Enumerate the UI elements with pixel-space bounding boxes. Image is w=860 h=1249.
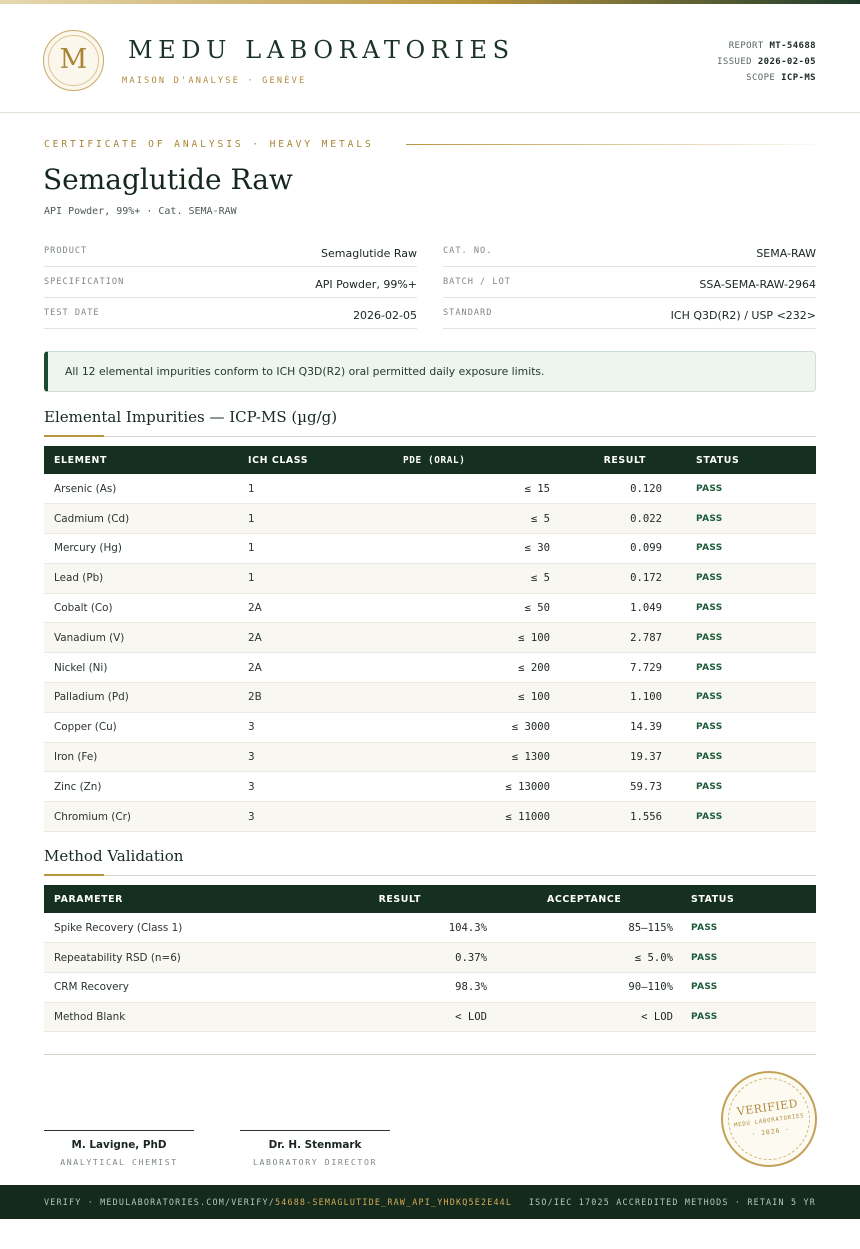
cell-result: 1.049 [560, 593, 686, 623]
cell-val-result: < LOD [311, 1002, 495, 1032]
spec-row-standard [443, 298, 816, 329]
spec-key: BATCH / LOT [443, 277, 511, 287]
cell-ich-class: 2A [238, 653, 365, 683]
issued-date: 2026-02-05 [757, 57, 816, 67]
status-badge: PASS [686, 474, 816, 504]
status-badge: PASS [686, 772, 816, 802]
impurity-row [44, 504, 816, 534]
cell-acceptance: < LOD [495, 1002, 681, 1032]
cell-element: Iron (Fe) [44, 742, 238, 772]
cell-element: Palladium (Pd) [44, 683, 238, 713]
cell-result: 0.022 [560, 504, 686, 534]
col-element: ELEMENT [54, 454, 107, 466]
status-badge: PASS [681, 913, 816, 943]
status-badge: PASS [686, 593, 816, 623]
conformance-text: All 12 elemental impurities conform to ICH Q3D(R2) oral permitted daily exposure limits. [65, 365, 545, 378]
accreditation-note: ISO/IEC 17025 ACCREDITED METHODS · RETAIN 5 YR [528, 1197, 816, 1207]
spec-row-specification [44, 267, 417, 298]
impurity-row [44, 593, 816, 623]
impurities-header-row [44, 446, 816, 474]
signatory-name: Dr. H. Stenmark [268, 1139, 362, 1151]
product-subtitle: API Powder, 99%+ · Cat. SEMA-RAW [44, 206, 237, 217]
cell-acceptance: 85–115% [495, 913, 681, 943]
impurity-row [44, 802, 816, 832]
status-badge: PASS [686, 504, 816, 534]
col-parameter: PARAMETER [54, 893, 123, 905]
status-badge: PASS [686, 712, 816, 742]
cell-pde: ≤ 50 [365, 593, 560, 623]
cell-pde: ≤ 15 [365, 474, 560, 504]
cell-pde: ≤ 1300 [365, 742, 560, 772]
cell-ich-class: 3 [238, 742, 365, 772]
lab-tagline: MAISON D'ANALYSE · GENÈVE [122, 76, 307, 86]
signature-block-analyst [44, 1130, 194, 1167]
cell-parameter: Spike Recovery (Class 1) [44, 913, 311, 943]
impurity-row [44, 563, 816, 593]
cell-pde: ≤ 5 [365, 504, 560, 534]
cell-parameter: Repeatability RSD (n=6) [44, 943, 311, 973]
cell-result: 1.100 [560, 683, 686, 713]
status-badge: PASS [681, 943, 816, 973]
cell-element: Nickel (Ni) [44, 653, 238, 683]
validation-header-row [44, 885, 816, 913]
product-title: Semaglutide Raw [43, 163, 293, 196]
spec-row-product [44, 236, 417, 267]
cell-ich-class: 1 [238, 534, 365, 564]
scope-value: ICP-MS [781, 73, 816, 83]
cell-pde: ≤ 100 [365, 683, 560, 713]
cell-pde: ≤ 13000 [365, 772, 560, 802]
signatory-name: M. Lavigne, PhD [71, 1139, 167, 1151]
cell-pde: ≤ 100 [365, 623, 560, 653]
cell-element: Lead (Pb) [44, 563, 238, 593]
cell-ich-class: 1 [238, 563, 365, 593]
cell-pde: ≤ 30 [365, 534, 560, 564]
spec-value: Semaglutide Raw [321, 247, 417, 260]
cell-result: 2.787 [560, 623, 686, 653]
col-ich-class: ICH CLASS [248, 454, 309, 466]
cell-parameter: CRM Recovery [44, 972, 311, 1002]
cell-result: 14.39 [560, 712, 686, 742]
impurity-row [44, 623, 816, 653]
cell-pde: ≤ 5 [365, 563, 560, 593]
cell-pde: ≤ 11000 [365, 802, 560, 832]
signatory-role: LABORATORY DIRECTOR [252, 1157, 378, 1167]
verify-link[interactable]: 54688-SEMAGLUTIDE_RAW_API_YHDKQ5E2E44L [274, 1197, 513, 1207]
cell-parameter: Method Blank [44, 1002, 311, 1032]
cell-element: Mercury (Hg) [44, 534, 238, 564]
spec-grid-right [443, 236, 816, 329]
spec-key: PRODUCT [44, 246, 88, 256]
status-badge: PASS [681, 1002, 816, 1032]
cell-ich-class: 2A [238, 623, 365, 653]
impurity-row [44, 534, 816, 564]
col-status: STATUS [696, 454, 740, 466]
cell-ich-class: 2B [238, 683, 365, 713]
cell-element: Vanadium (V) [44, 623, 238, 653]
status-badge: PASS [686, 623, 816, 653]
signature-block-director [240, 1130, 390, 1167]
verify-line [44, 1197, 512, 1207]
spec-value: SEMA-RAW [756, 247, 816, 260]
status-badge: PASS [686, 534, 816, 564]
validation-row [44, 943, 816, 973]
status-badge: PASS [681, 972, 816, 1002]
spec-value: SSA-SEMA-RAW-2964 [699, 278, 816, 291]
verify-prefix: VERIFY · MEDULABORATORIES.COM/VERIFY/ [44, 1197, 275, 1207]
stamp-lab-text: MEDU LABORATORIES [733, 1113, 805, 1129]
lab-seal-logo: M [43, 30, 104, 91]
impurity-row [44, 772, 816, 802]
cell-result: 7.729 [560, 653, 686, 683]
cell-result: 0.172 [560, 563, 686, 593]
cell-result: 1.556 [560, 802, 686, 832]
impurities-section-rule [44, 436, 816, 437]
cell-ich-class: 1 [238, 504, 365, 534]
signature-section-rule [44, 1054, 816, 1055]
cell-acceptance: ≤ 5.0% [495, 943, 681, 973]
spec-row-test-date [44, 298, 417, 329]
cell-pde: ≤ 3000 [365, 712, 560, 742]
validation-row [44, 972, 816, 1002]
scope-label: SCOPE [746, 73, 776, 83]
verified-stamp [721, 1071, 817, 1167]
spec-value: 2026-02-05 [353, 309, 417, 322]
cell-element: Cadmium (Cd) [44, 504, 238, 534]
col-val-result: RESULT [378, 893, 421, 905]
report-footer [0, 1185, 860, 1219]
cell-ich-class: 2A [238, 593, 365, 623]
conformance-notice [44, 351, 816, 392]
spec-key: TEST DATE [44, 308, 100, 318]
certificate-label-rule [406, 144, 816, 145]
issued-label: ISSUED [717, 57, 752, 67]
spec-key: CAT. NO. [443, 246, 493, 256]
impurities-table [44, 446, 816, 832]
spec-value: ICH Q3D(R2) / USP <232> [670, 309, 816, 322]
cell-ich-class: 3 [238, 802, 365, 832]
impurities-section-accent [44, 435, 104, 437]
cell-val-result: 98.3% [311, 972, 495, 1002]
cell-acceptance: 90–110% [495, 972, 681, 1002]
impurity-row [44, 742, 816, 772]
cell-ich-class: 3 [238, 772, 365, 802]
stamp-verified-text: VERIFIED [736, 1096, 799, 1119]
cell-result: 19.37 [560, 742, 686, 772]
validation-section-title: Method Validation [44, 847, 184, 865]
col-val-status: STATUS [691, 893, 735, 905]
cell-ich-class: 1 [238, 474, 365, 504]
report-meta [717, 38, 816, 86]
validation-table [44, 885, 816, 1032]
col-result: RESULT [603, 454, 646, 466]
cell-element: Chromium (Cr) [44, 802, 238, 832]
cell-ich-class: 3 [238, 712, 365, 742]
cell-val-result: 0.37% [311, 943, 495, 973]
col-acceptance: ACCEPTANCE [547, 893, 622, 905]
lab-name: MEDU LABORATORIES [128, 36, 515, 64]
validation-row [44, 1002, 816, 1032]
validation-section-accent [44, 874, 104, 876]
status-badge: PASS [686, 802, 816, 832]
validation-row [44, 913, 816, 943]
status-badge: PASS [686, 683, 816, 713]
report-number: MT-54688 [769, 41, 816, 51]
cell-element: Arsenic (As) [44, 474, 238, 504]
status-badge: PASS [686, 742, 816, 772]
col-pde: PDE (ORAL) [403, 454, 466, 466]
certificate-label: CERTIFICATE OF ANALYSIS · HEAVY METALS [44, 139, 374, 150]
cell-pde: ≤ 200 [365, 653, 560, 683]
impurity-row [44, 712, 816, 742]
cell-element: Zinc (Zn) [44, 772, 238, 802]
impurity-row [44, 474, 816, 504]
status-badge: PASS [686, 653, 816, 683]
validation-section-rule [44, 875, 816, 876]
spec-row-batch [443, 267, 816, 298]
cell-result: 59.73 [560, 772, 686, 802]
cell-val-result: 104.3% [311, 913, 495, 943]
spec-row-cat-no [443, 236, 816, 267]
spec-key: STANDARD [443, 308, 493, 318]
spec-grid-left [44, 236, 417, 329]
status-badge: PASS [686, 563, 816, 593]
stamp-year-text: · 2026 · [751, 1125, 791, 1139]
cell-element: Copper (Cu) [44, 712, 238, 742]
impurities-section-title: Elemental Impurities — ICP-MS (µg/g) [44, 408, 338, 426]
cell-result: 0.099 [560, 534, 686, 564]
impurity-row [44, 653, 816, 683]
spec-value: API Powder, 99%+ [315, 278, 417, 291]
impurity-row [44, 683, 816, 713]
cell-element: Cobalt (Co) [44, 593, 238, 623]
spec-key: SPECIFICATION [44, 277, 125, 287]
report-header [0, 4, 860, 113]
signatory-role: ANALYTICAL CHEMIST [60, 1157, 178, 1167]
report-label: REPORT [728, 41, 764, 51]
cell-result: 0.120 [560, 474, 686, 504]
